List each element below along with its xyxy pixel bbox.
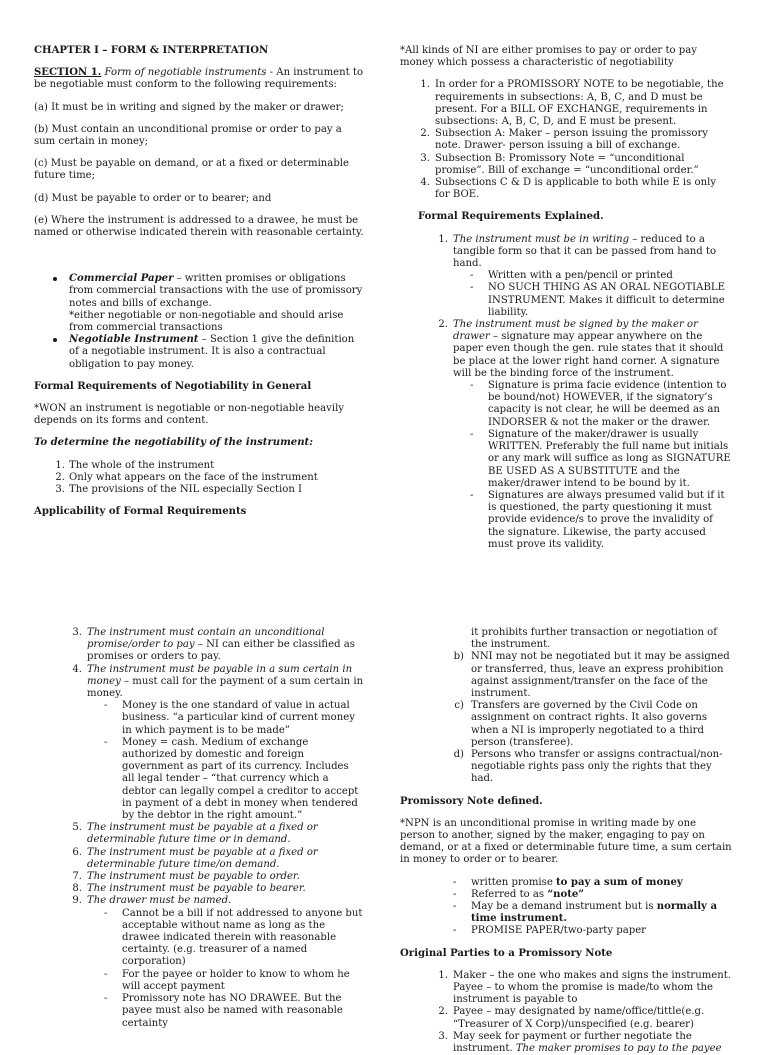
requirement-title: The instrument must be in writing (453, 233, 630, 245)
requirement-item: (a) It must be in writing and signed by the maker or drawer; (34, 101, 344, 113)
list-item-text: Maker – the one who makes and signs the instrument. Payee – to whom the promise is made/to whom the instrument is payable to (453, 969, 732, 1006)
list-item-text: Signatures are always presumed valid but if it is questioned, the party questioning it must provide evidence/s to prove the invalidity of the signature. Likewise, the party accused must prove its validity. (488, 489, 725, 550)
feature-text: PROMISE PAPER/two-party paper (471, 925, 646, 937)
list-item-italic: The maker promises to pay to the payee (515, 1043, 722, 1055)
list-item: 1. Maker – the one who makes and signs the instrument. Payee – to whom the promise is made/to whom the instrument is payable to (438, 969, 732, 1006)
list-item: 3. Subsection B: Promissory Note = “unconditional promise”. Bill of exchange = “unconditional order.” (420, 152, 699, 176)
formal-requirements-heading: Formal Requirements of Negotiability in General (34, 380, 312, 392)
list-item-text: Subsection B: Promissory Note = “unconditional promise”. Bill of exchange = “unconditional order.” (435, 152, 699, 176)
list-item: - Cannot be a bill if not addressed to anyone but acceptable without name as long as the drawee indicated therein with reasonable certainty. (e.g. treasurer of a named corporation) (104, 907, 363, 968)
list-item-text: Payee – may designated by name/office/tittle(e.g. “Treasurer of X Corp)/unspecified (e.g. bearer) (453, 1006, 705, 1030)
determine-heading: To determine the negotiability of the instrument: (34, 437, 313, 449)
feature-emphasis: normally a time instrument. (471, 901, 717, 925)
list-item-text: Persons who transfer or assigns contractual/non-negotiable rights pass only the rights that they had. (471, 749, 723, 785)
explained-list (400, 234, 732, 551)
bullet-icon (53, 338, 57, 342)
parties-list (400, 970, 732, 1055)
column-1 (34, 45, 364, 518)
list-item: 2. Payee – may designated by name/office/tittle(e.g. “Treasurer of X Corp)/unspecified (e.g. bearer) (438, 1006, 705, 1030)
list-item-text: Signature is prima facie evidence (intention to be bound/not) HOWEVER, if the signatory’s capacity is not clear, he will be deemed as an INDORSER & not the maker or the drawer. (488, 380, 727, 428)
list-item-text: Signature of the maker/drawer is usually WRITTEN. Preferably the full name but initials or any mark will suffice as long as SIGNATURE BE USED AS A SUBSTITUTE and the maker/drawer intend to be bound by it. (488, 428, 731, 489)
list-item-text: Only what appears on the face of the instrument (69, 471, 318, 483)
feature-text: written promise (471, 876, 557, 888)
list-item: - written promise to pay a sum of money (453, 876, 683, 888)
lettered-list (400, 651, 732, 785)
list-item: 2. The instrument must be signed by the maker or drawer – signature may appear anywhere on the paper even though the gen. rule states that it should be place at the lower right hand corner. A signature will be the binding force of the instrument. - Signature is prima facie evidence (intention to be bound/not) HOWEVER, if the signatory’s capacity is not clear, he will be deemed as an INDORSER & not the maker or the drawer. - Signature of the maker/drawer is usually WRITTEN. Preferably the full name but initials or any mark will suffice as long as SIGNATURE BE USED AS A SUBSTITUTE and the maker/drawer intend to be bound by it. - Signatures are always presumed valid but if it is questioned, the party questioning it must provide evidence/s to prove the invalidity of the signature. Likewise, the party accused must prove its validity. (438, 319, 731, 550)
list-item-text: Written with a pen/pencil or printed (488, 270, 673, 282)
sub-list (453, 380, 732, 551)
requirement-title: The instrument must be signed by the maker or drawer (453, 319, 698, 343)
requirement-text: – must call for the payment of a sum certain in money. (87, 675, 364, 700)
list-item: - Referred to as “note” (453, 888, 585, 900)
section-label: SECTION 1. (34, 67, 102, 79)
list-item-text: The whole of the instrument (69, 459, 215, 471)
list-item: - Signature is prima facie evidence (intention to be bound/not) HOWEVER, if the signatory’s capacity is not clear, he will be deemed as an INDORSER & not the maker or the drawer. (470, 380, 727, 428)
requirement-title: The instrument must be payable to bearer. (87, 883, 306, 895)
definitions-list (34, 273, 364, 371)
requirements-continued-list (34, 627, 364, 1030)
applicability-heading: Applicability of Formal Requirements (34, 506, 247, 518)
requirement-title: The instrument must be payable to order. (87, 871, 300, 883)
bullet-icon (53, 277, 57, 281)
original-parties-heading: Original Parties to a Promissory Note (400, 947, 613, 959)
column-2 (400, 45, 732, 551)
list-item: 8. The instrument must be payable to bearer. (72, 883, 306, 895)
won-paragraph: *WON an instrument is negotiable or non-negotiable heavily depends on its forms and content. (34, 403, 345, 427)
list-item: 7. The instrument must be payable to order. (72, 871, 300, 883)
requirement-item: (e) Where the instrument is addressed to a drawee, he must be named or otherwise indicated therein with reasonable certainty. (34, 214, 364, 239)
list-item-text: In order for a PROMISSORY NOTE to be negotiable, the requirements in subsections: A, B, C, and D must be present. For a BILL OF EXCHANGE, requirements in subsections: A, B, C, D, and E must be present. (435, 79, 724, 128)
list-item: 5. The instrument must be payable at a fixed or determinable future time or in demand. (72, 822, 318, 846)
list-item-text: NNI may not be negotiated but it may be assigned or transferred, thus, leave an express prohibition against assignment/transfer on the face of the instrument. (471, 651, 730, 700)
list-item-text: Subsections C & D is applicable to both while E is only for BOE. (435, 177, 717, 201)
definition-term: Negotiable Instrument (69, 334, 199, 346)
requirement-text: – reduced to a tangible form so that it can be passed from hand to hand. (453, 233, 717, 270)
list-item (34, 273, 364, 334)
requirement-title: The instrument must be payable at a fixed or determinable future time/on demand. (87, 846, 318, 870)
list-item: - Money is the one standard of value in actual business. “a particular kind of current money in which payment is to be made” (104, 700, 355, 736)
list-item: - For the payee or holder to know to whom he will accept payment (104, 968, 350, 992)
explained-heading: Formal Requirements Explained. (418, 211, 604, 223)
chapter-title: CHAPTER I – FORM & INTERPRETATION (34, 45, 269, 56)
list-item: 9. The drawer must be named. - Cannot be a bill if not addressed to anyone but acceptable without name as long as the drawee indicated therein with reasonable certainty. (e.g. treasurer of a named corporation) - For the payee or holder to know to whom he will accept payment - Promissory note has NO DRAWEE. But the payee must also be named with reasonable certainty (72, 895, 363, 1029)
section-text: - An instrument to be negotiable must conform to the following requirements: (34, 67, 364, 91)
list-item: d) Persons who transfer or assigns contractual/non-negotiable rights pass only the rights that they had. (453, 749, 723, 785)
feature-text: Referred to as (471, 888, 548, 900)
requirement-text: – NI can either be classified as promises or orders to pay. (87, 639, 355, 663)
sub-list (87, 908, 364, 1030)
column-3 (34, 627, 364, 1030)
list-item (34, 334, 364, 371)
list-item: - May be a demand instrument but is normally a time instrument. (453, 901, 717, 925)
definition-term: Commercial Paper (69, 273, 174, 285)
list-item: - Signatures are always presumed valid but if it is questioned, the party questioning it must provide evidence/s to prove the invalidity of the signature. Likewise, the party accused must prove its validity. (470, 489, 725, 550)
requirement-item: (c) Must be payable on demand, or at a fixed or determinable future time; (34, 158, 349, 182)
section-1-paragraph (34, 67, 364, 91)
list-item: b) NNI may not be negotiated but it may be assigned or transferred, thus, leave an express prohibition against assignment/transfer on the face of the instrument. (453, 651, 730, 700)
feature-emphasis: “note” (547, 888, 585, 900)
section-italic: Form of negotiable instruments (104, 67, 267, 79)
list-item: - NO SUCH THING AS AN ORAL NEGOTIABLE INSTRUMENT. Makes it difficult to determine liability. (470, 282, 725, 318)
requirements-list (34, 102, 364, 240)
list-item: c) Transfers are governed by the Civil Code on assignment on contract rights. It also governs when a NI is improperly negotiated to a third person (transferee). (454, 700, 708, 748)
list-item-text: Transfers are governed by the Civil Code on assignment on contract rights. It also governs when a NI is improperly negotiated to a third person (transferee). (471, 700, 708, 748)
determine-list (34, 460, 364, 497)
requirement-item: (b) Must contain an unconditional promise or order to pay a sum certain in money; (34, 123, 342, 148)
list-item-text: Money is the one standard of value in actual business. “a particular kind of current money in which payment is to be made” (122, 700, 355, 736)
continued-text: it prohibits further transaction or negotiation of the instrument. (471, 627, 717, 651)
list-item: 1. The whole of the instrument (55, 459, 215, 471)
requirement-item: (d) Must be payable to order or to bearer; and (34, 192, 272, 204)
list-item: 3. May seek for payment or further negotiate the instrument. The maker promises to pay to the payee (438, 1030, 722, 1055)
definition-text: – written promises or obligations from commercial transactions with the use of promissory notes and bills of exchange. (69, 273, 363, 309)
list-item: - PROMISE PAPER/two-party paper (453, 925, 646, 937)
list-item: - Signature of the maker/drawer is usually WRITTEN. Preferably the full name but initials or any mark will suffice as long as SIGNATURE BE USED AS A SUBSTITUTE and the maker/drawer intend to be bound by it. (470, 428, 731, 489)
feature-text: May be a demand instrument but is (471, 901, 657, 913)
promissory-note-heading: Promissory Note defined. (400, 795, 543, 807)
requirement-text: – signature may appear anywhere on the paper even though the gen. rule states that it should be place at the lower right hand corner. A signature will be the binding force of the instrument. (453, 331, 724, 379)
list-item: 1. The instrument must be in writing – reduced to a tangible form so that it can be passed from hand to hand. - Written with a pen/pencil or printed - NO SUCH THING AS AN ORAL NEGOTIABLE INSTRUMENT. Makes it difficult to determine liability. (400, 234, 732, 319)
sub-list (87, 700, 364, 822)
list-item-text: Cannot be a bill if not addressed to anyone but acceptable without name as long as the drawee indicated therein with reasonable certainty. (e.g. treasurer of a named corporation) (122, 907, 363, 968)
list-item: - Promissory note has NO DRAWEE. But the payee must also be named with reasonable certainty (104, 993, 343, 1029)
requirement-title: The instrument must be payable at a fixed or determinable future time or in demand. (87, 822, 318, 846)
list-item: 2. Subsection A: Maker – person issuing the promissory note. Drawer- person issuing a bill of exchange. (420, 128, 708, 152)
promissory-note-features (400, 877, 732, 938)
definition-note: *either negotiable or non-negotiable and should arise from commercial transactions (69, 309, 344, 334)
list-item: 4. Subsections C & D is applicable to both while E is only for BOE. (420, 177, 717, 201)
list-item: 3. The provisions of the NIL especially Section I (55, 484, 303, 496)
sub-list (453, 270, 732, 319)
list-item: 3. The instrument must contain an unconditional promise/order to pay – NI can either be classified as promises or orders to pay. (72, 627, 355, 663)
list-item: 2. Only what appears on the face of the instrument (55, 471, 318, 483)
list-item-text: Promissory note has NO DRAWEE. But the payee must also be named with reasonable certainty (122, 993, 343, 1029)
promissory-note-definition: *NPN is an unconditional promise in writing made by one person to another, signed by the maker, engaging to pay on demand, or at a fixed or determinable future time, a sum certain in money to order or to bearer. (400, 817, 732, 866)
list-item-text: Money = cash. Medium of exchange authorized by domestic and foreign government as part of its currency. Includes all legal tender – “that currency which a debtor can legally compel a creditor to accept in payment of a debt in money when tendered by the debtor in the right amount.” (122, 736, 359, 822)
definition-text: – Section 1 give the definition of a negotiable instrument. It is also a contractual obligation to pay money. (69, 334, 355, 370)
list-item: 4. The instrument must be payable in a sum certain in money – must call for the payment of a sum certain in money. - Money is the one standard of value in actual business. “a particular kind of current money in which payment is to be made” - Money = cash. Medium of exchange authorized by domestic and foreign government as part of its currency. Includes all legal tender – “that currency which a debtor can legally compel a creditor to accept in payment of a debt in money when tendered by the debtor in the right amount.” (72, 663, 364, 822)
list-item: - Money = cash. Medium of exchange authorized by domestic and foreign government as part of its currency. Includes all legal tender – “that currency which a debtor can legally compel a creditor to accept in payment of a debt in money when tendered by the debtor in the right amount.” (104, 736, 359, 822)
list-item: - Written with a pen/pencil or printed (470, 270, 673, 282)
feature-emphasis: to pay a sum of money (556, 876, 683, 888)
numbered-list (400, 79, 732, 201)
requirement-title: The instrument must be payable in a sum certain in money (87, 663, 353, 687)
requirement-title: The instrument must contain an unconditional promise/order to pay (87, 627, 325, 651)
list-item: 1. In order for a PROMISSORY NOTE to be negotiable, the requirements in subsections: A, B, C, and D must be present. For a BILL OF EXCHANGE, requirements in subsections: A, B, C, D, and E must be present. (420, 79, 724, 128)
requirement-title: The drawer must be named. (87, 895, 232, 907)
list-item: 6. The instrument must be payable at a fixed or determinable future time/on demand. (72, 846, 318, 870)
list-item-text: For the payee or holder to know to whom he will accept payment (122, 968, 350, 992)
list-item-text: May seek for payment or further negotiate the instrument. (453, 1030, 692, 1055)
list-item-text: The provisions of the NIL especially Section I (69, 484, 303, 496)
list-item-text: Subsection A: Maker – person issuing the promissory note. Drawer- person issuing a bill of exchange. (435, 128, 708, 152)
column-4 (400, 627, 732, 1055)
list-item-text: NO SUCH THING AS AN ORAL NEGOTIABLE INSTRUMENT. Makes it difficult to determine liability. (488, 282, 725, 318)
intro-paragraph: *All kinds of NI are either promises to pay or order to pay money which possess a characteristic of negotiability (400, 45, 697, 69)
